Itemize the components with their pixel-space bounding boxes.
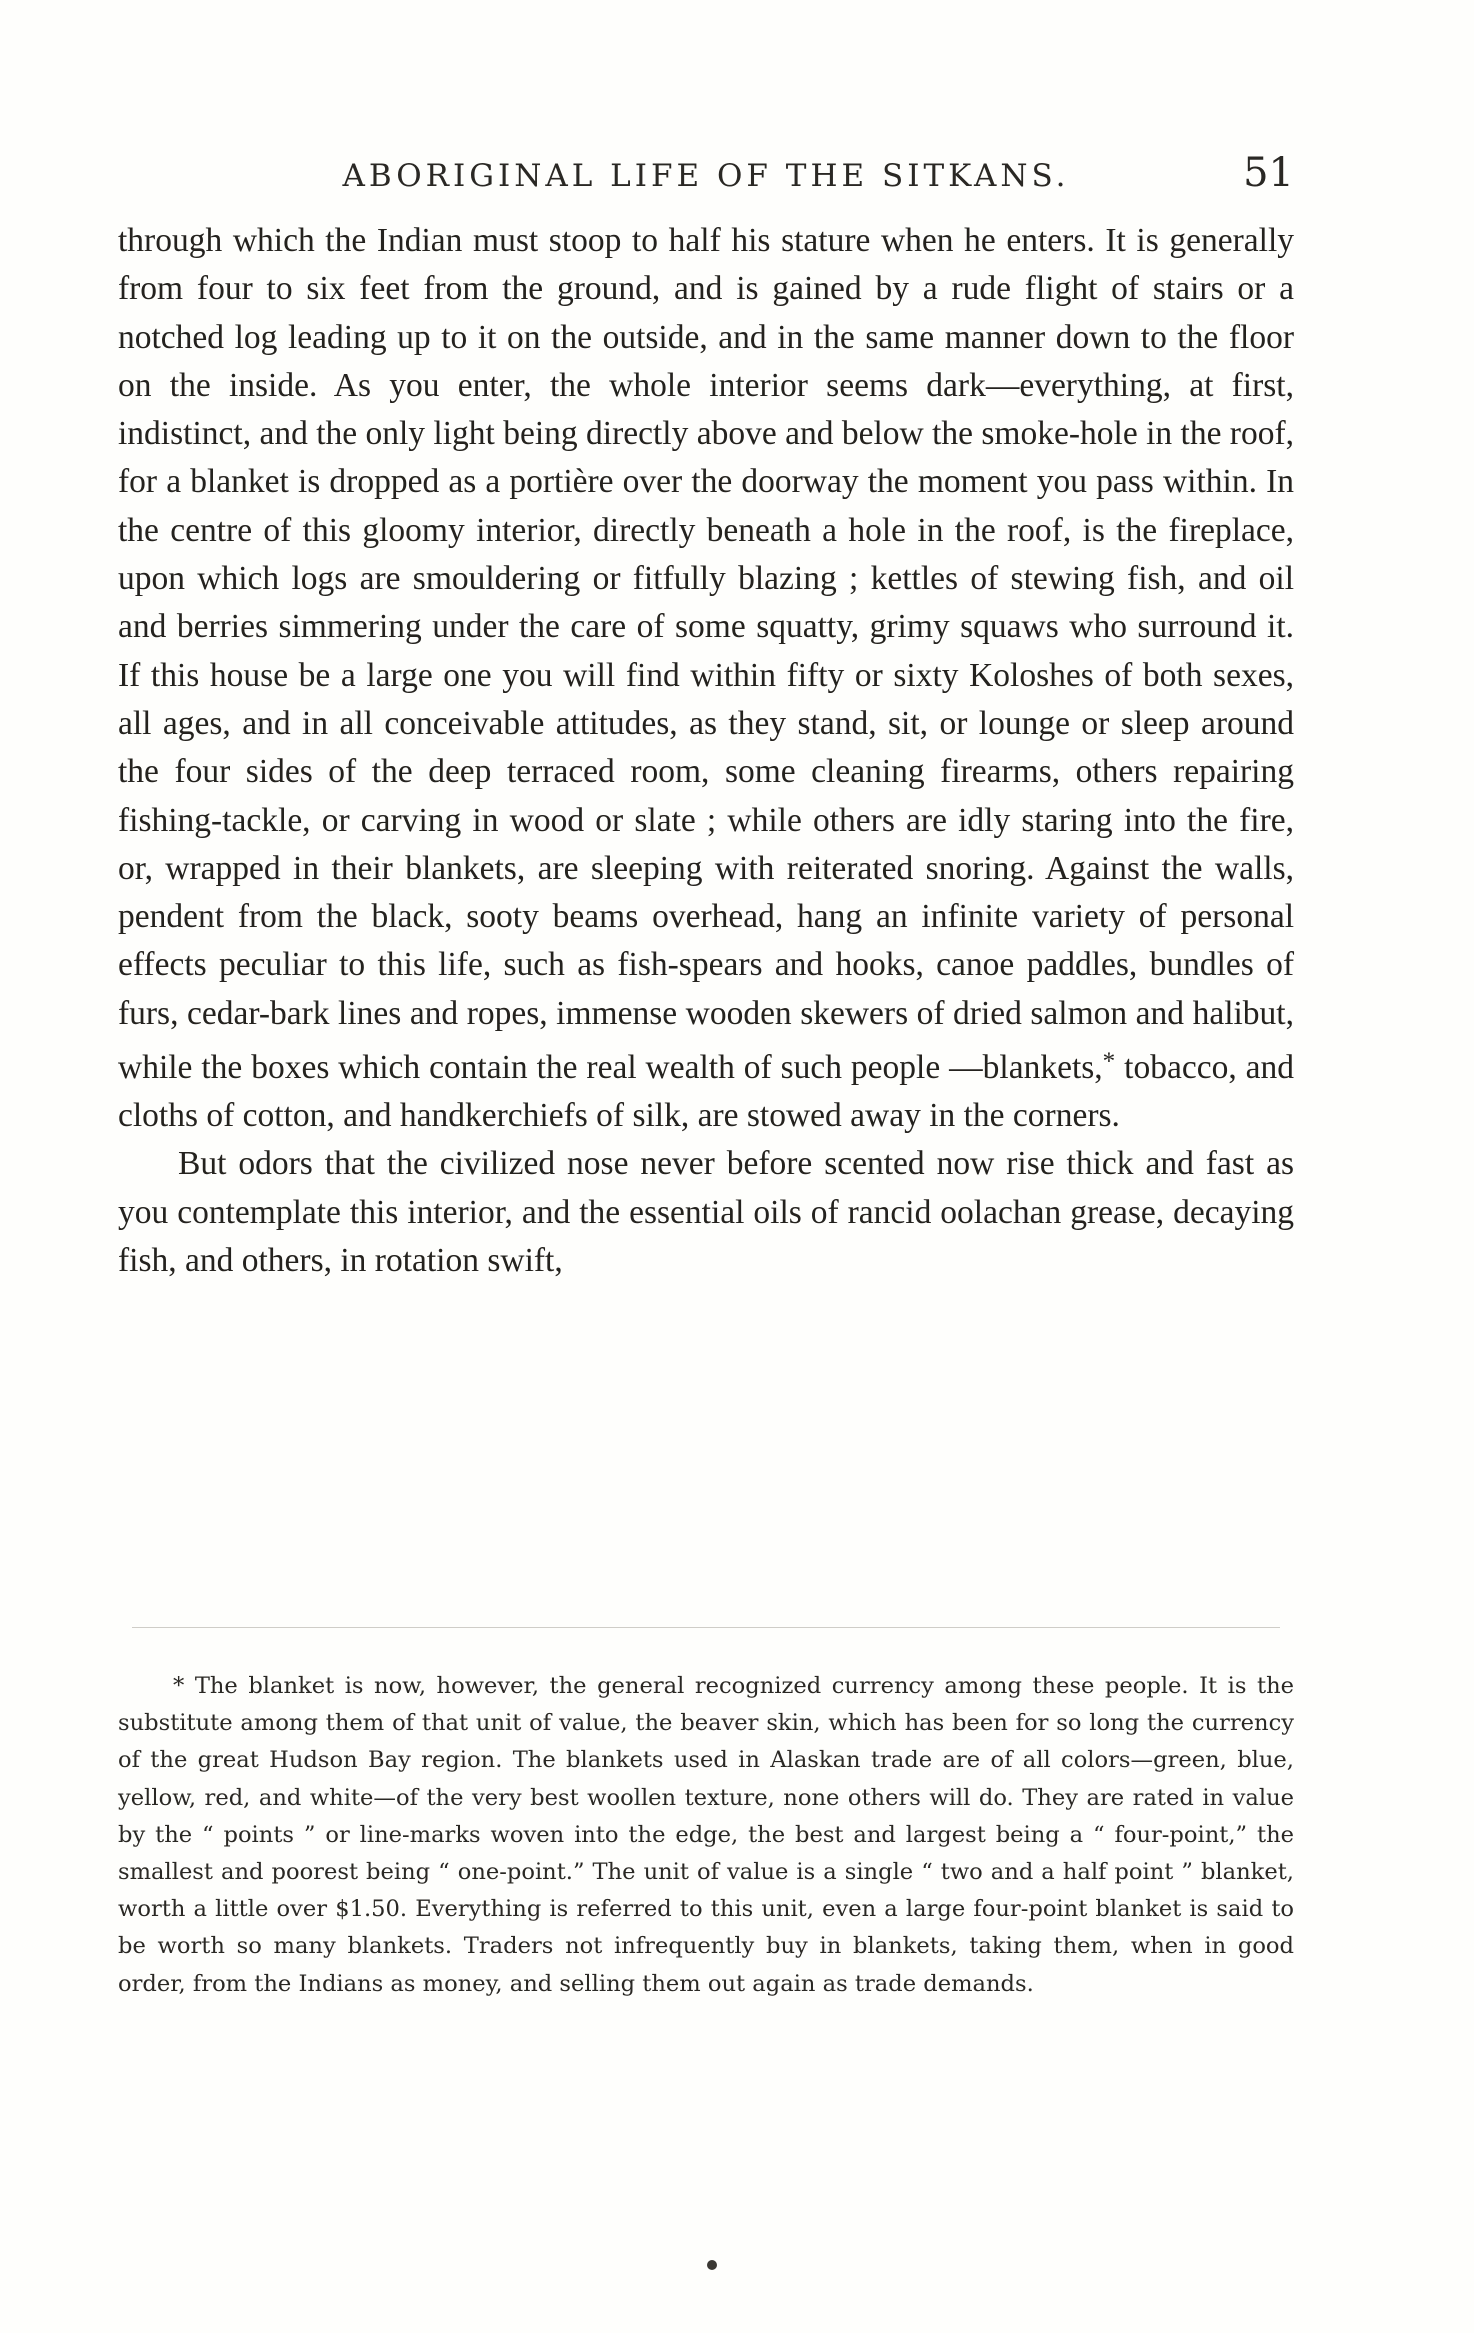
footnote-divider — [132, 1627, 1280, 1628]
paragraph-text: through which the Indian must stoop to half his stature when he enters. It is generally from four to six feet from the ground, and is gained by a rude flight of stairs or a notched log leading up to it on the outside, and in the same manner down to the floor on the inside. As you enter, the whole interior seems dark—everything, at first, indistinct, and the only light being directly above and below the smoke-hole in the roof, for a blanket is dropped as a portière over the doorway the moment you pass within. In the centre of this gloomy interior, directly beneath a hole in the roof, is the fireplace, upon which logs are smouldering or fitfully blazing ; kettles of stewing fish, and oil and berries simmering under the care of some squatty, grimy squaws who surround it. If this house be a large one you will find within fifty or sixty Koloshes of both sexes, all ages, and in all conceivable attitudes, as they stand, sit, or lounge or sleep around the four sides of the deep terraced room, some cleaning firearms, others repairing fishing-tackle, or carving in wood or slate ; while others are idly staring into the fire, or, wrapped in their blankets, are sleeping with reiterated snoring. Against the walls, pendent from the black, sooty beams overhead, hang an infinite variety of personal effects peculiar to this life, such as fish-spears and hooks, canoe paddles, bundles of furs, cedar-bark lines and ropes, immense wooden skewers of dried salmon and halibut, while the boxes which contain the real wealth of such people —blankets, — [118, 222, 1294, 1086]
paragraph: But odors that the civilized nose never before scented now rise thick and fast as you contemplate this interior, and the essential oils of rancid oolachan grease, decaying fish, and others, in rotation swift, — [118, 1145, 1294, 1280]
printer-mark-dot — [707, 2260, 717, 2270]
running-head — [118, 150, 1294, 200]
paragraph-text-continued: tobacco, and cloths of cotton, and handkerchiefs of silk, are stowed away in the corners. — [118, 1048, 1294, 1135]
main-text — [118, 217, 1294, 1285]
footnote: * The blanket is now, however, the general recognized currency among these people. It is the substitute among them of that unit of value, the beaver skin, which has been for so long the currency of the great Hudson Bay region. The blankets used in Alaskan trade are of all colors—green, blue, yellow, red, and white—of the very best woollen texture, none others will do. They are rated in value by the “ points ” or line-marks woven into the edge, the best and largest being a “ four-point,” the smallest and poorest being “ one-point.” The unit of value is a single “ two and a half point ” blanket, worth a little over $1.50. Everything is referred to this unit, even a large four-point blanket is said to be worth so many blankets. Traders not infrequently buy in blankets, taking them, when in good order, from the Indians as money, and selling them out again as trade demands. — [118, 1673, 1294, 1997]
page-number: 51 — [1243, 150, 1294, 196]
paragraph — [118, 217, 1294, 1140]
running-title: ABORIGINAL LIFE OF THE SITKANS. — [342, 158, 1070, 194]
footnote-marker: * — [1102, 1048, 1116, 1076]
